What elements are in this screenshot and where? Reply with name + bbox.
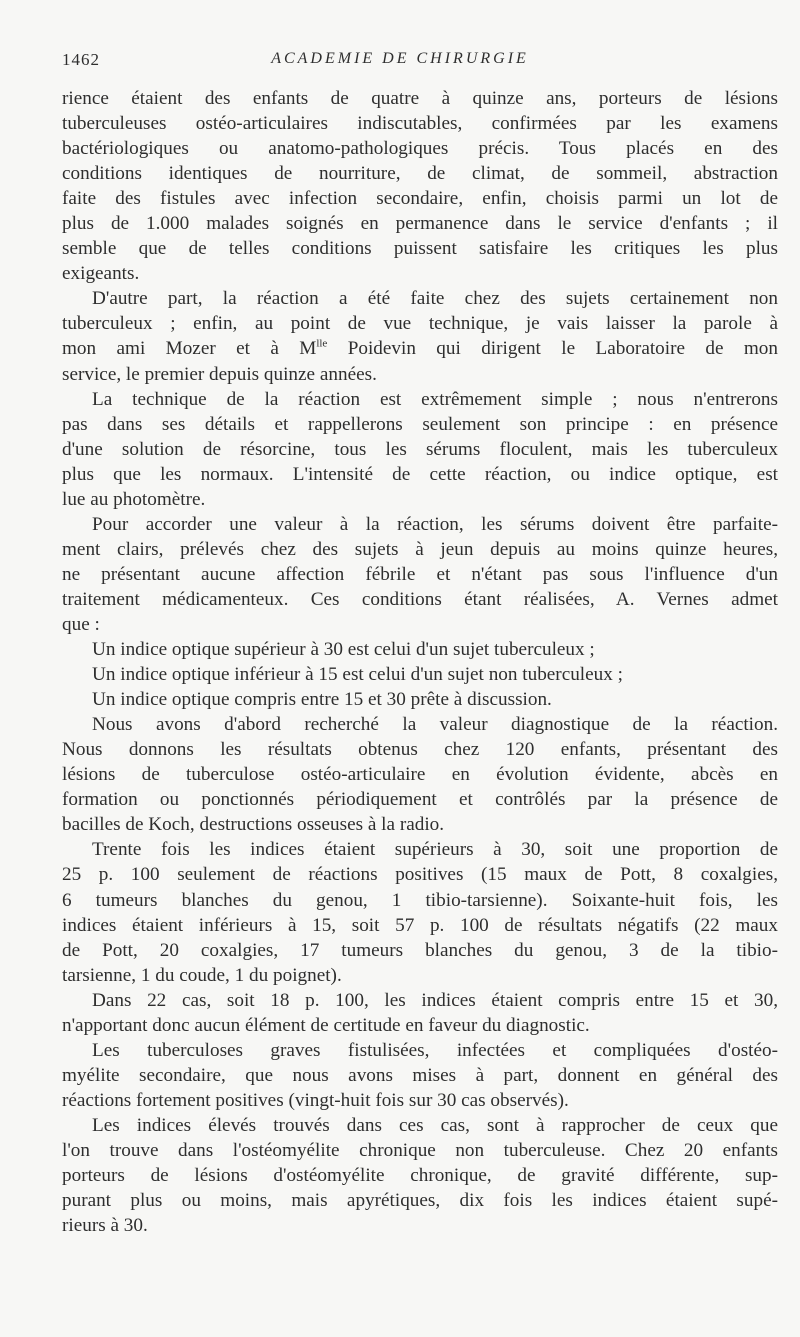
text-line: plus que les normaux. L'intensité de cette réaction, ou indice optique, est xyxy=(62,463,778,485)
text-line: lésions de tuberculose ostéo-articulaire en évolution évidente, abcès en xyxy=(62,764,778,786)
text-line: exigeants. xyxy=(62,263,140,285)
text-line: service, le premier depuis quinze années. xyxy=(62,363,377,385)
text-line: Les indices élevés trouvés dans ces cas, sont à rapprocher de ceux que xyxy=(92,1114,778,1136)
paragraph xyxy=(62,86,778,286)
paragraph xyxy=(62,712,778,837)
text-line: que : xyxy=(62,613,100,635)
paragraph xyxy=(62,988,778,1038)
text-line: Les tuberculoses graves fistulisées, infectées et compliquées d'ostéo- xyxy=(92,1039,778,1061)
text-line: 25 p. 100 seulement de réactions positives (15 maux de Pott, 8 coxalgies, xyxy=(62,864,778,886)
text-line: porteurs de lésions d'ostéomyélite chronique, de gravité différente, sup- xyxy=(62,1165,778,1187)
paragraph xyxy=(62,837,778,987)
text-segment: Poidevin qui dirigent le Laboratoire de mon xyxy=(327,338,778,360)
text-line: La technique de la réaction est extrêmement simple ; nous n'entrerons xyxy=(92,388,778,410)
text-line: d'une solution de résorcine, tous les sérums floculent, mais les tuberculeux xyxy=(62,438,778,460)
text-line: bacilles de Koch, destructions osseuses à la radio. xyxy=(62,814,445,836)
text-line: Trente fois les indices étaient supérieurs à 30, soit une proportion de xyxy=(92,839,778,861)
text-line: lue au photomètre. xyxy=(62,488,206,510)
text-line: plus de 1.000 malades soignés en permanence dans le service d'enfants ; il xyxy=(62,213,778,235)
text-line: Nous donnons les résultats obtenus chez 120 enfants, présentant des xyxy=(62,739,778,761)
text-line: Nous avons d'abord recherché la valeur diagnostique de la réaction. xyxy=(92,714,778,736)
paragraph xyxy=(62,387,778,512)
text-line: faite des fistules avec infection secondaire, enfin, choisis parmi un lot de xyxy=(62,188,778,210)
text-line: tuberculeuses ostéo-articulaires indiscutables, confirmées par les examens xyxy=(62,113,778,135)
text-line: conditions identiques de nourriture, de climat, de sommeil, abstraction xyxy=(62,163,778,185)
superscript: lle xyxy=(316,338,328,351)
text-line: Un indice optique compris entre 15 et 30 prête à discussion. xyxy=(92,689,552,711)
text-line: tarsienne, 1 du coude, 1 du poignet). xyxy=(62,964,342,986)
text-line: traitement médicamenteux. Ces conditions étant réalisées, A. Vernes admet xyxy=(62,588,778,610)
text-line: pas dans ses détails et rappellerons seulement son principe : en présence xyxy=(62,413,778,435)
text-line: Pour accorder une valeur à la réaction, les sérums doivent être parfaite- xyxy=(92,513,778,535)
paragraph xyxy=(62,637,778,662)
text-line: de Pott, 20 coxalgies, 17 tumeurs blanches du genou, 3 de la tibio- xyxy=(62,939,778,961)
text-line: l'on trouve dans l'ostéomyélite chronique non tuberculeuse. Chez 20 enfants xyxy=(62,1139,778,1161)
text-line: semble que de telles conditions puissent satisfaire les critiques les plus xyxy=(62,238,778,260)
text-line: myélite secondaire, que nous avons mises à part, donnent en général des xyxy=(62,1064,778,1086)
text-line: 6 tumeurs blanches du genou, 1 tibio-tarsienne). Soixante-huit fois, les xyxy=(62,889,778,911)
paragraph xyxy=(62,1113,778,1238)
paragraph xyxy=(62,286,778,386)
text-line: n'apportant donc aucun élément de certitude en faveur du diagnostic. xyxy=(62,1014,590,1036)
text-line: formation ou ponctionnés périodiquement et contrôlés par la présence de xyxy=(62,789,778,811)
text-line: Un indice optique supérieur à 30 est celui d'un sujet tuberculeux ; xyxy=(92,639,595,661)
text-segment: mon ami Mozer et à M xyxy=(62,338,317,360)
text-line: purant plus ou moins, mais apyrétiques, dix fois les indices étaient supé- xyxy=(62,1190,778,1212)
text-line: rience étaient des enfants de quatre à quinze ans, porteurs de lésions xyxy=(62,88,778,109)
text-line xyxy=(62,336,778,361)
text-line: Dans 22 cas, soit 18 p. 100, les indices étaient compris entre 15 et 30, xyxy=(92,989,778,1011)
text-line: réactions fortement positives (vingt-huit fois sur 30 cas observés). xyxy=(62,1089,569,1111)
body-text xyxy=(62,86,778,1238)
page-number: 1462 xyxy=(62,50,100,69)
paragraph xyxy=(62,512,778,637)
text-line: tuberculeux ; enfin, au point de vue technique, je vais laisser la parole à xyxy=(62,313,778,335)
running-title: ACADEMIE DE CHIRURGIE xyxy=(271,50,529,67)
text-line: D'autre part, la réaction a été faite chez des sujets certainement non xyxy=(92,288,778,310)
paragraph xyxy=(62,687,778,712)
paragraph xyxy=(62,662,778,687)
text-line: bactériologiques ou anatomo-pathologiques précis. Tous placés en des xyxy=(62,138,778,160)
text-line: ment clairs, prélevés chez des sujets à jeun depuis au moins quinze heures, xyxy=(62,538,778,560)
text-line: ne présentant aucune affection fébrile et n'étant pas sous l'influence d'un xyxy=(62,563,778,585)
text-line: rieurs à 30. xyxy=(62,1215,148,1237)
text-line: indices étaient inférieurs à 15, soit 57 p. 100 de résultats négatifs (22 maux xyxy=(62,914,778,936)
text-line: Un indice optique inférieur à 15 est celui d'un sujet non tuberculeux ; xyxy=(92,664,623,686)
paragraph xyxy=(62,1038,778,1113)
